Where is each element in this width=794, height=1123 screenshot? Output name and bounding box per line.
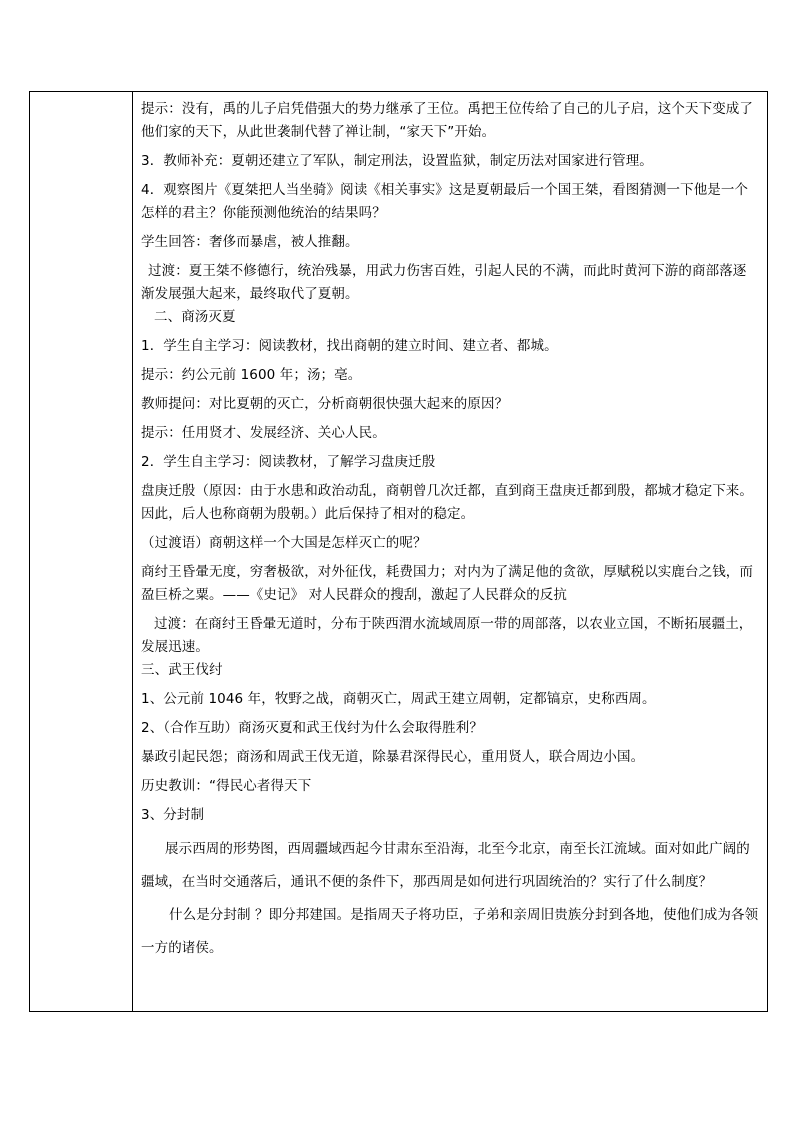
paragraph: 历史教训：“得民心者得天下 bbox=[141, 778, 312, 794]
paragraph: 什么是分封制 ？即分邦建国。是指周天子将功臣，子弟和亲周旧贵族分封到各地，使他们成为各领一方的诸侯。 bbox=[141, 907, 759, 956]
paragraph: 学生回答：奢侈而暴虐，被人推翻。 bbox=[141, 234, 359, 250]
paragraph: （过渡语）商朝这样一个大国是怎样灭亡的呢？ bbox=[141, 535, 427, 551]
content-cell bbox=[133, 92, 768, 1012]
paragraph: 盘庚迁殷（原因：由于水患和政治动乱，商朝曾几次迁都，直到商王盘庚迁都到殷，都城才稳定下来。因此，后人也称商朝为殷朝。）此后保持了相对的稳定。 bbox=[141, 483, 753, 522]
paragraph: 2、（合作互助）商汤灭夏和武王伐纣为什么会取得胜利？ bbox=[141, 720, 483, 736]
paragraph: 展示西周的形势图，西周疆域西起今甘肃东至沿海，北至今北京，南至长江流域。面对如此广阔的疆域，在当时交通落后，通讯不便的条件下，那西周是如何进行巩固统治的？实行了什么制度？ bbox=[141, 841, 750, 890]
paragraph: 暴政引起民怨；商汤和周武王伐无道，除暴君深得民心，重用贤人，联合周边小国。 bbox=[141, 749, 645, 765]
paragraph: 1．学生自主学习：阅读教材，找出商朝的建立时间、建立者、都城。 bbox=[141, 338, 558, 354]
paragraph: 3．教师补充：夏朝还建立了军队，制定刑法，设置监狱，制定历法对国家进行管理。 bbox=[141, 153, 653, 169]
paragraph: 4．观察图片《夏桀把人当坐骑》阅读《相关事实》这是夏朝最后一个国王桀，看图猜测一下他是一个怎样的君主？你能预测他统治的结果吗？ bbox=[141, 182, 749, 221]
paragraph: 教师提问：对比夏朝的灭亡，分析商朝很快强大起来的原因？ bbox=[141, 396, 509, 412]
paragraph: 提示：任用贤才、发展经济、关心人民。 bbox=[141, 425, 386, 441]
paragraph: 2．学生自主学习：阅读教材，了解学习盘庚迁殷 bbox=[141, 454, 436, 470]
left-empty-cell bbox=[30, 92, 133, 1012]
paragraph: 商纣王昏暈无度，穷奢极欲，对外征伐，耗费国力；对内为了满足他的贪欲，厚赋税以实鹿台之钱，而盈巨桥之粟。——《史记》 对人民群众的搜刮，激起了人民群众的反抗 bbox=[141, 564, 753, 603]
content-body bbox=[133, 92, 767, 965]
paragraph: 过渡：在商纣王昏暈无道时，分布于陕西渭水流域周原一带的周部落，以农业立国，不断拓展疆土，发展迅速。 bbox=[141, 616, 753, 655]
section-heading: 三、武王伐纣 bbox=[141, 662, 223, 678]
paragraph: 提示：约公元前 1600 年；汤；亳。 bbox=[141, 367, 362, 383]
lesson-plan-table bbox=[29, 91, 768, 1012]
paragraph: 3、分封制 bbox=[141, 807, 205, 823]
paragraph: 过渡：夏王桀不修德行，统治残暴，用武力伤害百姓，引起人民的不满，而此时黄河下游的商部落逐渐发展强大起来，最终取代了夏朝。 bbox=[141, 263, 747, 302]
paragraph: 提示：没有，禹的儿子启凭借强大的势力继承了王位。禹把王位传给了自己的儿子启，这个天下变成了他们家的天下，从此世袭制代替了禅让制，“家天下”开始。 bbox=[141, 101, 753, 140]
paragraph: 1、公元前 1046 年，牧野之战，商朝灭亡，周武王建立周朝，定都镐京，史称西周。 bbox=[141, 691, 656, 707]
section-heading: 二、商汤灭夏 bbox=[154, 309, 236, 325]
